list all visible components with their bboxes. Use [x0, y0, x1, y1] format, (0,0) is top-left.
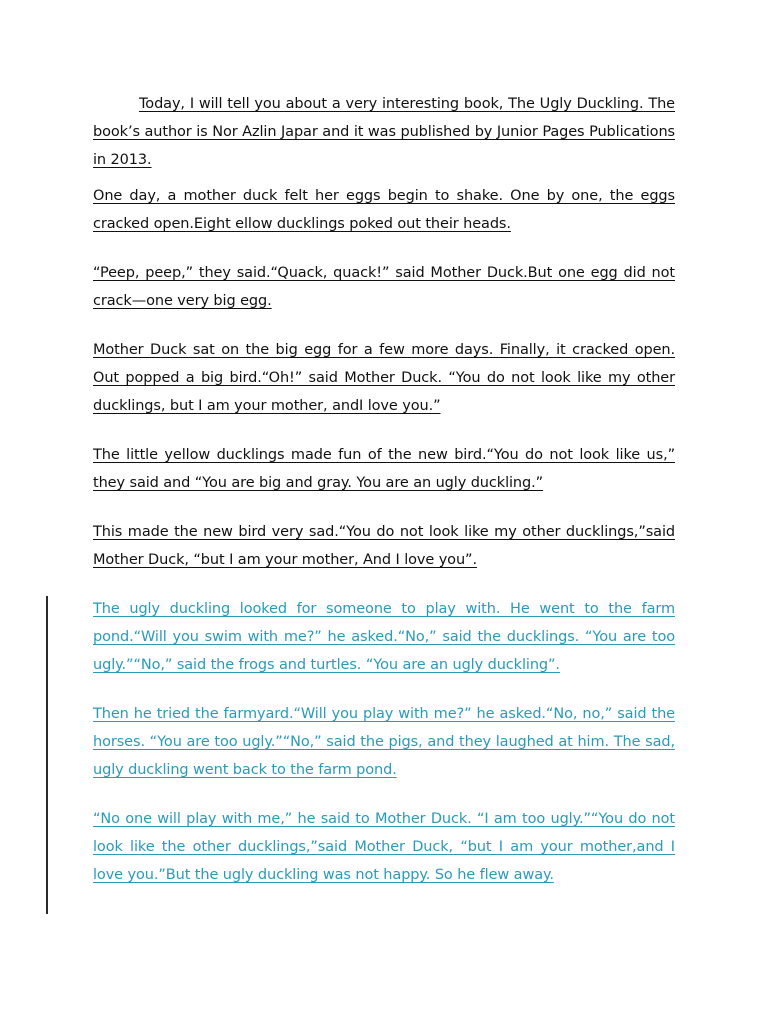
paragraph-intro: Today, I will tell you about a very interesting book, The Ugly Duckling. The book’s author is Nor Azlin Japar and it was published by Junior Pages Publications in 2013.: [93, 96, 675, 168]
paragraph-farmyard: Then he tried the farmyard.“Will you play with me?” he asked.“No, no,” said the horses. “You are too ugly.”“No,” said the pigs, and they laughed at him. The sad, ugly duckling went back to the farm pond.: [93, 706, 675, 778]
document-body: [93, 90, 675, 889]
paragraph-big-egg-hatches: Mother Duck sat on the big egg for a few more days. Finally, it cracked open. Out popped a big bird.“Oh!” said Mother Duck. “You do not look like my other ducklings, but I am your mother, andI love you.”: [93, 342, 675, 414]
paragraph-ducklings-tease: The little yellow ducklings made fun of the new bird.“You do not look like us,” they said and “You are big and gray. You are an ugly duckling.”: [93, 447, 675, 491]
paragraph-new-bird-sad: This made the new bird very sad.“You do not look like my other ducklings,”said Mother Duck, “but I am your mother, And I love you”.: [93, 524, 675, 568]
paragraph-farm-pond: The ugly duckling looked for someone to play with. He went to the farm pond.“Will you swim with me?” he asked.“No,” said the ducklings. “You are too ugly.”“No,” said the frogs and turtles. “You are an ugly duckling”.: [93, 601, 675, 673]
paragraph-peep-peep: “Peep, peep,” they said.“Quack, quack!” said Mother Duck.But one egg did not crack—one very big egg.: [93, 265, 675, 309]
paragraph-eggs-shake: One day, a mother duck felt her eggs begin to shake. One by one, the eggs cracked open.Eight ellow ducklings poked out their heads.: [93, 188, 675, 232]
paragraph-flew-away: “No one will play with me,” he said to Mother Duck. “I am too ugly.”“You do not look like the other ducklings,”said Mother Duck, “but I am your mother,and I love you.”But the ugly duckling was not happy. So he flew away.: [93, 811, 675, 883]
margin-change-bar: [46, 596, 48, 914]
